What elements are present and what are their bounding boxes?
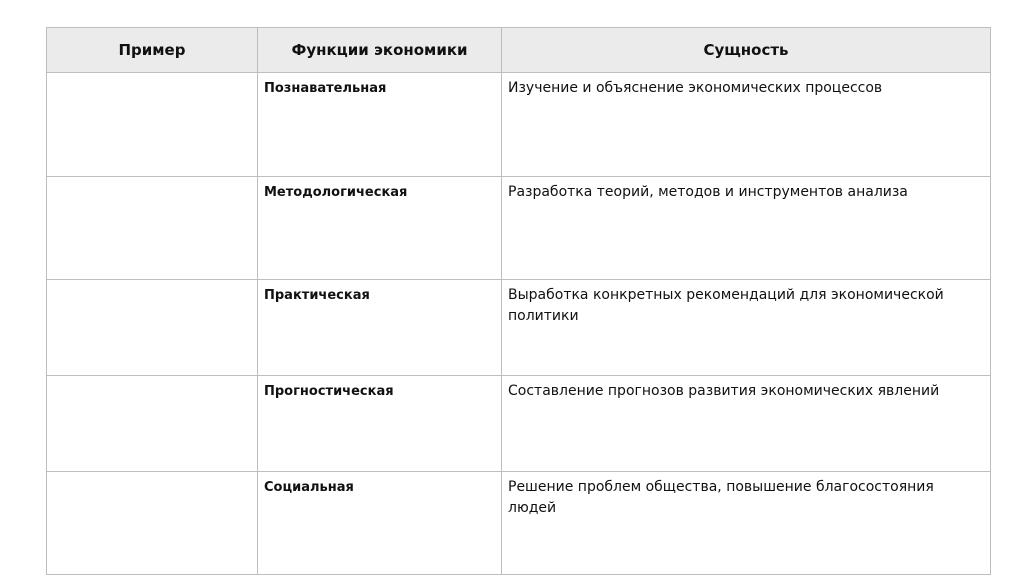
example-cell <box>47 472 258 575</box>
essence-cell: Изучение и объяснение экономических процессов <box>502 73 991 177</box>
example-cell <box>47 376 258 472</box>
function-cell: Познавательная <box>258 73 502 177</box>
header-essence: Сущность <box>502 28 991 73</box>
essence-cell: Выработка конкретных рекомендаций для экономической политики <box>502 280 991 376</box>
example-cell <box>47 280 258 376</box>
table-row <box>47 280 991 376</box>
example-cell <box>47 177 258 280</box>
example-cell <box>47 73 258 177</box>
economy-functions-table <box>46 27 991 575</box>
essence-cell: Разработка теорий, методов и инструментов анализа <box>502 177 991 280</box>
function-cell: Практическая <box>258 280 502 376</box>
essence-cell: Решение проблем общества, повышение благосостояния людей <box>502 472 991 575</box>
header-function: Функции экономики <box>258 28 502 73</box>
essence-cell: Составление прогнозов развития экономических явлений <box>502 376 991 472</box>
table-row <box>47 177 991 280</box>
header-example: Пример <box>47 28 258 73</box>
function-cell: Прогностическая <box>258 376 502 472</box>
table-row <box>47 376 991 472</box>
table-row <box>47 73 991 177</box>
table-row <box>47 472 991 575</box>
table-header-row <box>47 28 991 73</box>
function-cell: Методологическая <box>258 177 502 280</box>
function-cell: Социальная <box>258 472 502 575</box>
